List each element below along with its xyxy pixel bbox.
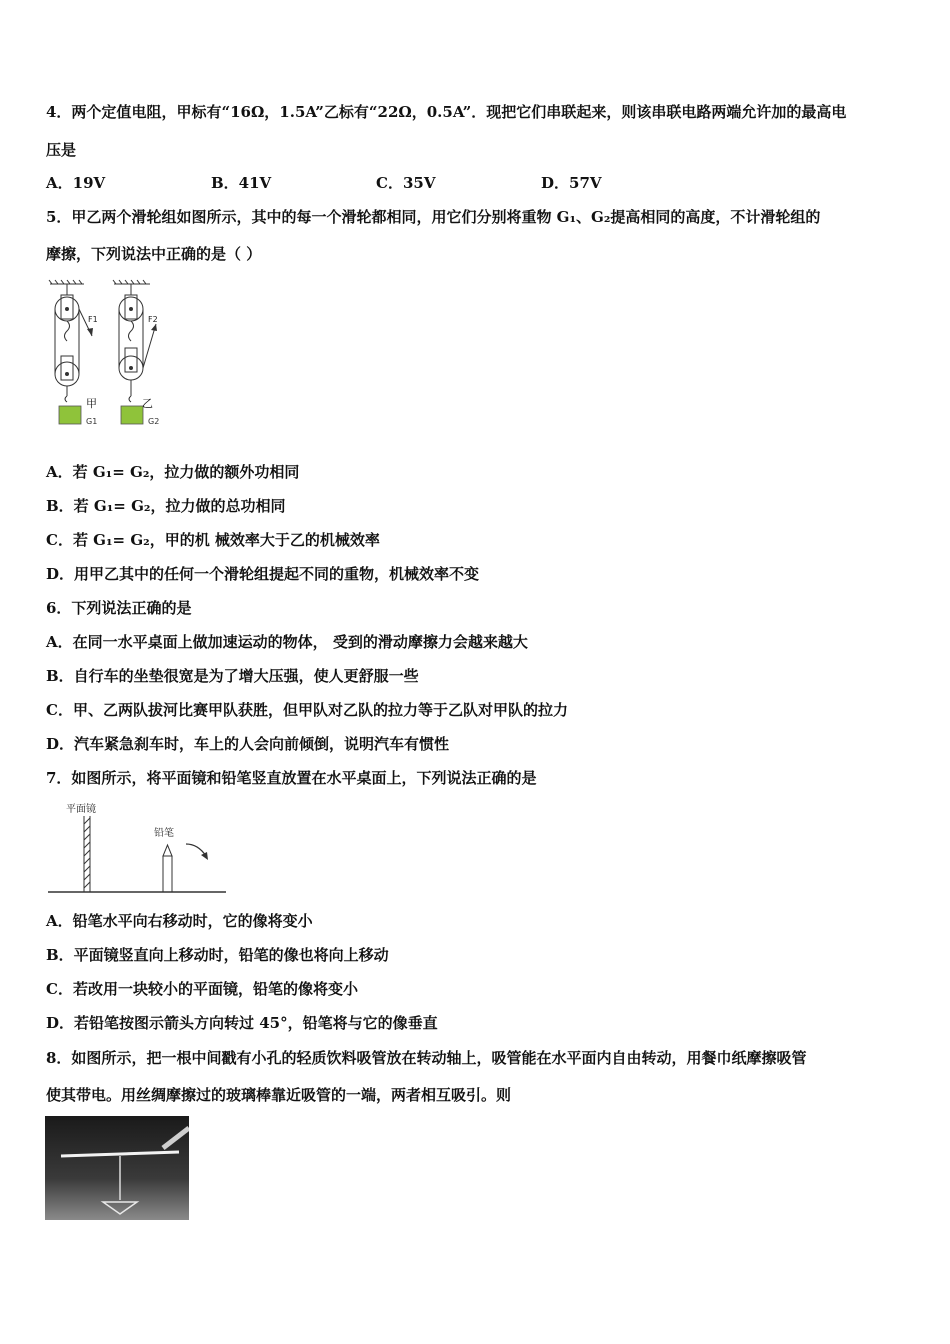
q7-option-a: A．铅笔水平向右移动时，它的像将变小 [46, 912, 313, 930]
label-yi: 乙 [142, 397, 153, 410]
label-g1: G1 [86, 417, 98, 426]
q7-stem: 7．如图所示，将平面镜和铅笔竖直放置在水平桌面上，下列说法正确的是 [46, 769, 537, 787]
q8-stem-line1: 8．如图所示，把一根中间戳有小孔的轻质饮料吸管放在转动轴上，吸管能在水平面内自由转动，用餐巾纸摩擦吸管 [46, 1049, 807, 1067]
q4-option-b: B．41V [211, 174, 272, 192]
q6-option-a: A．在同一水平桌面上做加速运动的物体， 受到的滑动摩擦力会越来越大 [46, 633, 528, 651]
q7-option-c: C．若改用一块较小的平面镜，铅笔的像将变小 [46, 980, 358, 998]
q4-option-c: C．35V [376, 174, 436, 192]
mirror-label: 平面镜 [66, 804, 96, 815]
pulley-system-figure [44, 278, 174, 430]
label-f1: F1 [88, 315, 98, 324]
q6-option-b: B．自行车的坐垫很宽是为了增大压强，使人更舒服一些 [46, 667, 419, 685]
q4-option-a: A．19V [46, 174, 106, 192]
q4-option-d: D．57V [541, 174, 602, 192]
q7-option-d: D．若铅笔按图示箭头方向转过 45°，铅笔将与它的像垂直 [46, 1014, 438, 1032]
q4-stem-line1: 4．两个定值电阻，甲标有“16Ω，1.5A”乙标有“22Ω，0.5A”．现把它们串联起来，则该串联电路两端允许加的最高电 [46, 103, 847, 121]
pencil [163, 845, 172, 892]
q6-option-d: D．汽车紧急刹车时，车上的人会向前倾倒，说明汽车有惯性 [46, 735, 450, 753]
label-f2: F2 [148, 315, 158, 324]
q6-stem: 6．下列说法正确的是 [46, 599, 192, 617]
label-jia: 甲 [86, 397, 97, 410]
yi-fixed-pulley [119, 284, 143, 321]
q5-stem-line1: 5．甲乙两个滑轮组如图所示，其中的每一个滑轮都相同，用它们分别将重物 G₁、G₂提高相同的高度，不计滑轮组的 [46, 208, 821, 226]
q5-option-d: D．用甲乙其中的任何一个滑轮组提起不同的重物，机械效率不变 [46, 565, 480, 583]
plane-mirror [84, 816, 90, 892]
q4-stem-line2: 压是 [46, 141, 77, 159]
q5-option-c: C．若 G₁= G₂，甲的机 械效率大于乙的机械效率 [46, 531, 380, 549]
q5-option-a: A．若 G₁= G₂，拉力做的额外功相同 [46, 463, 300, 481]
label-g2: G2 [148, 417, 160, 426]
weight-g1 [59, 406, 81, 424]
q5-option-b: B．若 G₁= G₂，拉力做的总功相同 [46, 497, 286, 515]
q6-option-c: C．甲、乙两队拔河比赛甲队获胜，但甲队对乙队的拉力等于乙队对甲队的拉力 [46, 701, 568, 719]
weight-g2 [121, 406, 143, 424]
jia-fixed-pulley [55, 284, 79, 321]
q7-option-b: B．平面镜竖直向上移动时，铅笔的像也将向上移动 [46, 946, 389, 964]
jia-movable-pulley [55, 321, 79, 386]
q8-stem-line2: 使其带电。用丝绸摩擦过的玻璃棒靠近吸管的一端，两者相互吸引。则 [46, 1086, 512, 1104]
yi-movable-pulley [119, 321, 143, 380]
pencil-label: 铅笔 [154, 828, 174, 839]
mirror-pencil-figure [46, 798, 230, 896]
q5-stem-line2: 摩擦，下列说法中正确的是（ ） [46, 245, 262, 263]
straw-photo-figure [45, 1116, 189, 1220]
